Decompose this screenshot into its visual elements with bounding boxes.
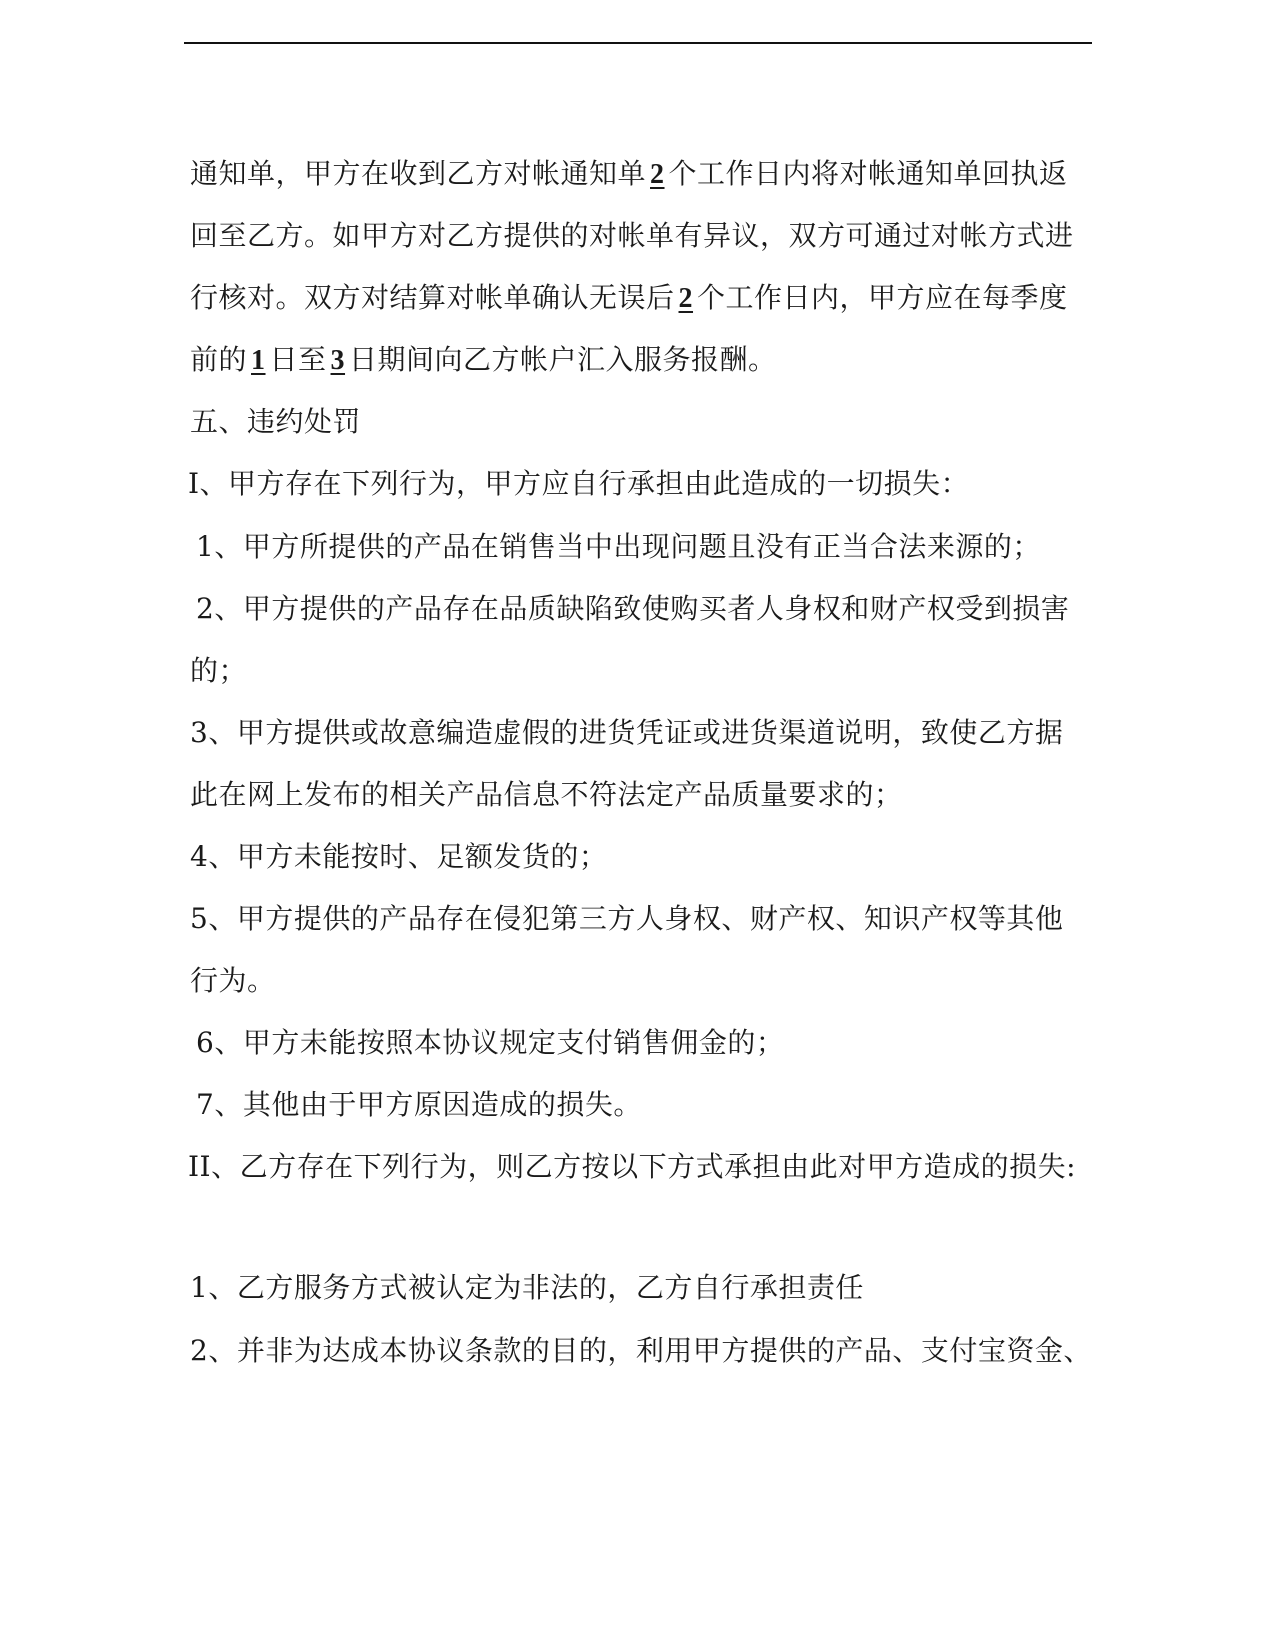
text-run: 日期间向乙方帐户汇入服务报酬。 bbox=[349, 343, 777, 376]
clause-heading-II: II、乙方存在下列行为，则乙方按以下方式承担由此对甲方造成的损失: bbox=[188, 1150, 1077, 1183]
paragraph-line bbox=[190, 280, 1068, 317]
clause-item: 1、乙方服务方式被认定为非法的，乙方自行承担责任 bbox=[190, 1271, 864, 1304]
clause-item: 4、甲方未能按时、足额发货的； bbox=[190, 840, 608, 873]
text-run: 行核对。双方对结算对帐单确认无误后 bbox=[190, 281, 675, 314]
underlined-number: 3 bbox=[330, 345, 346, 376]
text-run: 日至 bbox=[269, 343, 327, 376]
clause-item: 6、甲方未能按照本协议规定支付销售佣金的； bbox=[196, 1026, 785, 1059]
text-run: 个工作日内，甲方应在每季度 bbox=[697, 281, 1068, 314]
text-run: 通知单，甲方在收到乙方对帐通知单 bbox=[190, 157, 647, 190]
text-run: 个工作日内将对帐通知单回执返 bbox=[668, 157, 1068, 190]
clause-heading-I: I、甲方存在下列行为，甲方应自行承担由此造成的一切损失： bbox=[188, 467, 970, 500]
underlined-number: 2 bbox=[678, 283, 694, 314]
clause-item-continuation: 此在网上发布的相关产品信息不符法定产品质量要求的； bbox=[190, 778, 903, 811]
clause-item: 1、甲方所提供的产品在销售当中出现问题且没有正当合法来源的； bbox=[196, 530, 1041, 563]
paragraph-line bbox=[190, 342, 777, 379]
paragraph-line: 回至乙方。如甲方对乙方提供的对帐单有异议，双方可通过对帐方式进 bbox=[190, 219, 1074, 252]
underlined-number: 2 bbox=[650, 159, 665, 190]
text-run: 前的 bbox=[190, 343, 248, 376]
clause-item: 3、甲方提供或故意编造虚假的进货凭证或进货渠道说明，致使乙方据 bbox=[190, 716, 1064, 749]
clause-item-continuation: 行为。 bbox=[190, 964, 276, 997]
section-heading: 五、违约处罚 bbox=[190, 405, 362, 438]
clause-item: 5、甲方提供的产品存在侵犯第三方人身权、财产权、知识产权等其他 bbox=[190, 902, 1064, 935]
clause-item-continuation: 的； bbox=[190, 654, 248, 687]
paragraph-line bbox=[190, 156, 1068, 193]
clause-item: 2、甲方提供的产品存在品质缺陷致使购买者人身权和财产权受到损害 bbox=[196, 592, 1070, 625]
clause-item: 2、并非为达成本协议条款的目的，利用甲方提供的产品、支付宝资金、 bbox=[190, 1334, 1092, 1367]
underlined-number: 1 bbox=[251, 345, 266, 376]
clause-item: 7、其他由于甲方原因造成的损失。 bbox=[196, 1088, 642, 1121]
